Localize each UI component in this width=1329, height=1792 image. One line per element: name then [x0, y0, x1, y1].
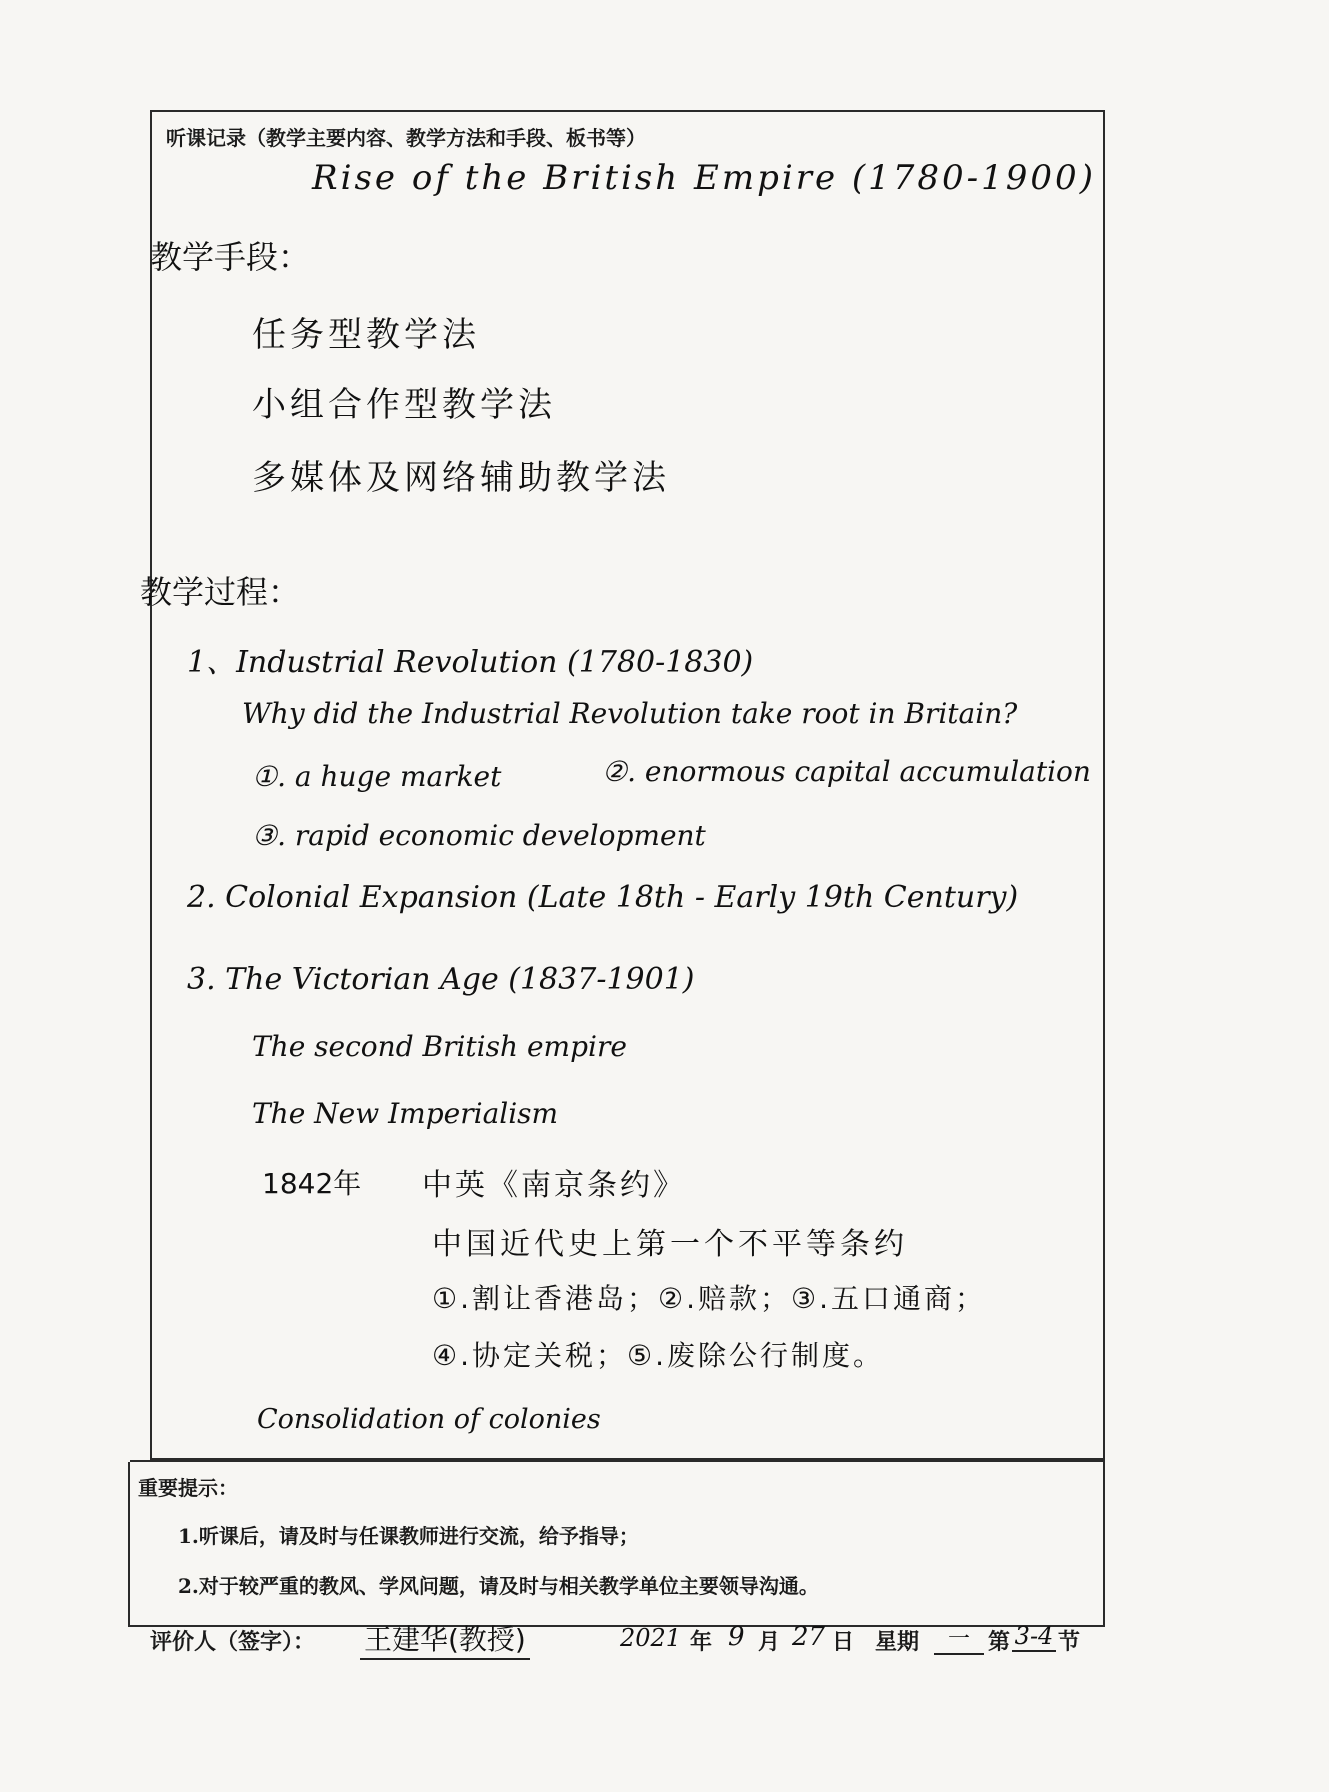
- weekday-value: 一: [934, 1622, 984, 1655]
- process-item-3-line-2: The New Imperialism: [252, 1097, 559, 1130]
- process-item-2-heading: 2. Colonial Expansion (Late 18th - Early 19th Century): [187, 880, 1019, 915]
- treaty-terms-2: ④.协定关税；⑤.废除公行制度。: [432, 1339, 885, 1372]
- date-year: 2021: [620, 1624, 682, 1652]
- process-item-1-reason-1: ①. a huge market: [252, 760, 502, 793]
- treaty-year: 1842年: [262, 1167, 362, 1200]
- process-item-1-reason-2: ②. enormous capital accumulation: [602, 755, 1091, 788]
- process-item-1-heading: 1、Industrial Revolution (1780-1830): [187, 645, 754, 680]
- treaty-note: 中国近代史上第一个不平等条约: [432, 1227, 908, 1262]
- date-day-unit: 日: [832, 1629, 855, 1655]
- lecture-record-form: [138, 110, 1105, 1598]
- tip-item: 1.听课后，请及时与任课教师进行交流，给予指导；: [178, 1524, 639, 1548]
- treaty-name: 中英《南京条约》: [422, 1168, 686, 1203]
- teaching-means-item: 多媒体及网络辅助教学法: [252, 458, 670, 498]
- process-item-3-last: Consolidation of colonies: [257, 1404, 601, 1435]
- period-unit: 节: [1058, 1629, 1081, 1655]
- tip-item: 2.对于较严重的教风、学风问题，请及时与相关教学单位主要领导沟通。: [178, 1574, 819, 1598]
- period-prefix: 第: [988, 1629, 1011, 1655]
- date-month: 9: [728, 1622, 745, 1652]
- lecture-title: Rise of the British Empire (1780-1900): [312, 158, 1096, 198]
- process-item-1-reason-3: ③. rapid economic development: [252, 819, 706, 852]
- process-item-3-line-1: The second British empire: [252, 1030, 627, 1063]
- evaluator-signature: 王建华(教授): [360, 1618, 530, 1660]
- date-day: 27: [792, 1622, 826, 1652]
- process-item-1-question: Why did the Industrial Revolution take root in Britain?: [242, 697, 1018, 730]
- record-label: 听课记录（教学主要内容、教学方法和手段、板书等）: [166, 126, 646, 150]
- teaching-means-label: 教学手段：: [150, 238, 311, 276]
- process-item-3-heading: 3. The Victorian Age (1837-1901): [187, 962, 695, 997]
- date-month-unit: 月: [758, 1629, 781, 1655]
- teaching-means-item: 小组合作型教学法: [252, 385, 556, 425]
- important-tips-box: [128, 1462, 1105, 1627]
- teaching-means-item: 任务型教学法: [252, 315, 480, 355]
- tips-label: 重要提示：: [138, 1476, 238, 1500]
- evaluator-label: 评价人（签字）：: [150, 1629, 316, 1655]
- period-value: 3-4: [1012, 1622, 1056, 1652]
- treaty-terms-1: ①.割让香港岛；②.赔款；③.五口通商；: [432, 1282, 987, 1315]
- weekday-label: 星期: [875, 1629, 920, 1655]
- teaching-process-label: 教学过程：: [140, 573, 301, 611]
- date-year-unit: 年: [690, 1629, 713, 1655]
